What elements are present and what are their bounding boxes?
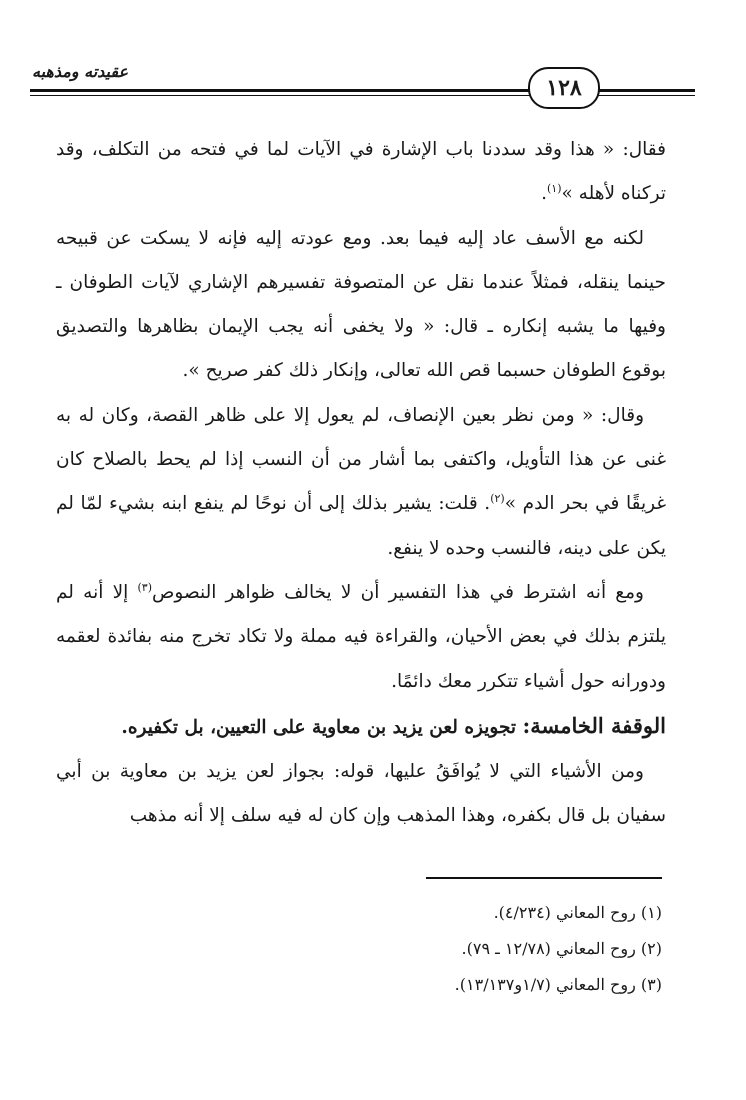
paragraph-3-text-a: وقال: « ومن نظر بعين الإنصاف، لم يعول إلا على ظاهر القصة، وكان له به غنى عن هذا التأويل، واكتفى بما أشار من أن النسب إذا لم يحط بالصلاح كان غريقًا في بحر الدم »: [56, 404, 666, 515]
paragraph-2: لكنه مع الأسف عاد إليه فيما بعد. ومع عودته إليه فإنه لا يسكت عن قبيحه حينما ينقله، فمثلاً عندما نقل عن المتصوفة تفسيرهم الإشاري لآيات الطوفان ـ وفيها ما يشبه إنكاره ـ قال: « ولا يخفى أنه يجب الإيمان بظاهرها والتصديق بوقوع الطوفان حسبما قص الله تعالى، وإنكار ذلك كفر صريح ».: [56, 227, 666, 382]
paragraph-1-end: .: [541, 183, 547, 205]
footnote-ref-2: (٢): [490, 492, 505, 506]
footnote-ref-3: (٣): [137, 580, 153, 594]
page-number: ١٢٨: [528, 67, 600, 109]
footnote-2: (٢) روح المعاني (١٢/٧٨ ـ ٧٩).: [461, 939, 662, 958]
footnote-1: (١) روح المعاني (٤/٢٣٤).: [493, 903, 662, 922]
section-heading-text: تجويزه لعن يزيد بن معاوية على التعيين، بل تكفيره.: [121, 716, 523, 738]
footnote-separator: [426, 877, 662, 879]
footnotes: [102, 895, 662, 1003]
paragraph-4: [56, 571, 666, 704]
section-heading-label: الوقفة الخامسة:: [522, 712, 666, 738]
paragraph-3: [56, 394, 666, 571]
paragraph-4-text-a: ومع أنه اشترط في هذا التفسير أن لا يخالف ظواهر النصوص: [152, 581, 644, 603]
paragraph-4-text-b: إلا أنه لم يلتزم بذلك في بعض الأحيان، والقراءة فيه مملة ولا تكاد تخرج منه بفائدة لعقمه ودورانه حول أشياء تتكرر معك دائمًا.: [56, 581, 666, 692]
running-title: عقيدته ومذهبه: [32, 62, 129, 81]
paragraph-1-text: فقال: « هذا وقد سددنا باب الإشارة في الآيات لما في فتحه من التكلف، وقد تركناه لأهله »: [56, 139, 666, 205]
main-text: [56, 128, 666, 839]
page-header: [30, 60, 695, 110]
section-heading: [56, 704, 666, 750]
paragraph-1: [56, 128, 666, 217]
footnote-3: (٣) روح المعاني (١/٧و١٣/١٣٧).: [454, 975, 662, 994]
paragraph-3-text-b: . قلت: يشير بذلك إلى أن نوحًا لم ينفع ابنه بشيء لمّا لم يكن على دينه، فالنسب وحده لا ينفع.: [56, 493, 666, 559]
paragraph-5: ومن الأشياء التي لا يُوافَقُ عليها، قوله: بجواز لعن يزيد بن معاوية بن أبي سفيان بل قال بكفره، وهذا المذهب وإن كان له فيه سلف إلا أنه مذهب: [56, 761, 666, 827]
footnote-ref-1: (١): [546, 182, 562, 196]
